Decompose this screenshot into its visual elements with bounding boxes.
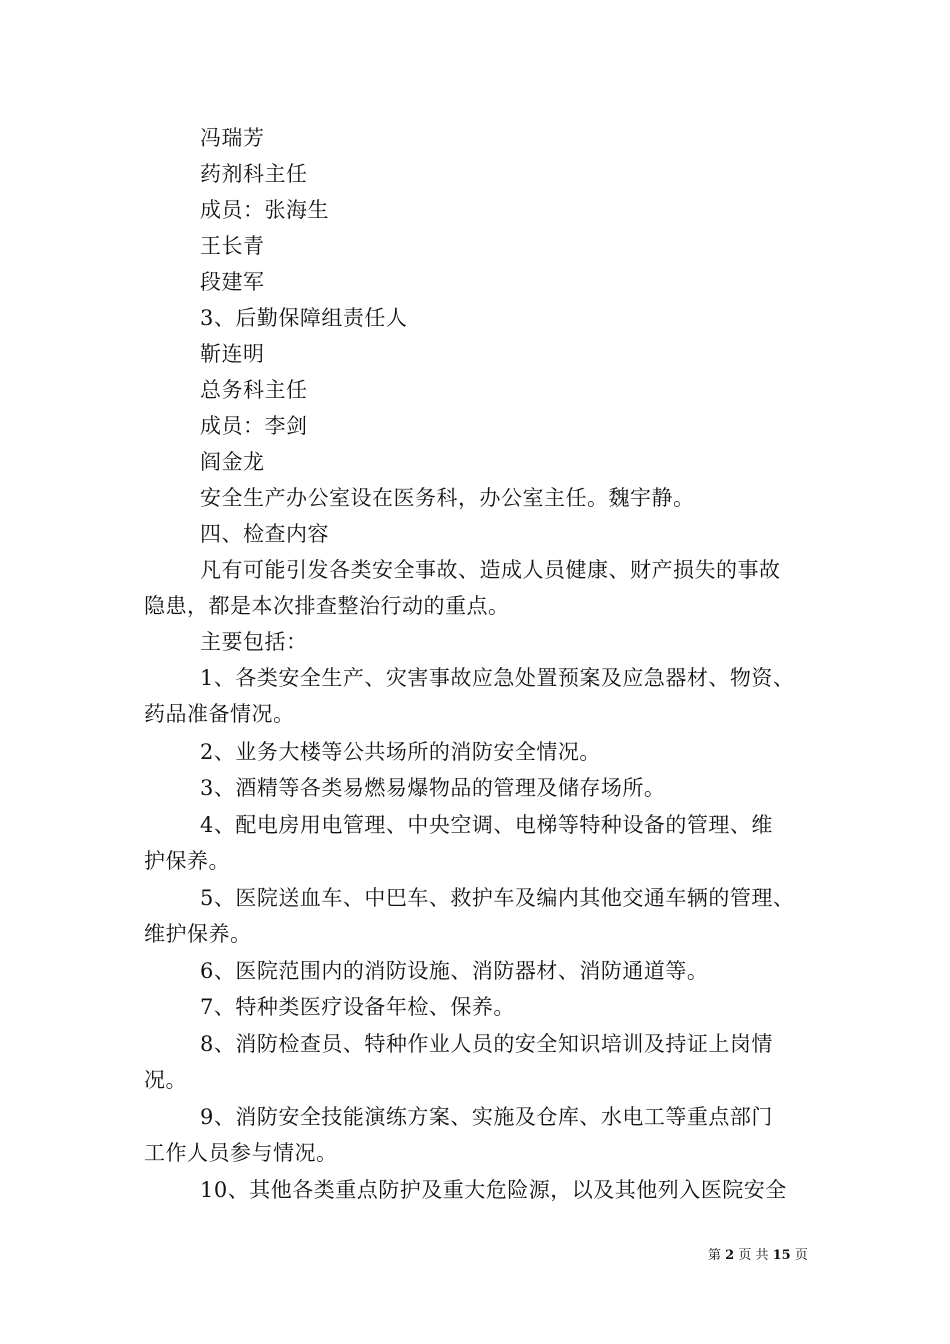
text-line: 段建军 [200, 270, 265, 294]
text-line: 总务科主任 [200, 378, 308, 402]
text-line: 靳连明 [200, 342, 265, 366]
list-item-line: 药品准备情况。 [144, 702, 295, 726]
list-item-line: 9、消防安全技能演练方案、实施及仓库、水电工等重点部门 [200, 1105, 773, 1129]
list-item-line: 2、业务大楼等公共场所的消防安全情况。 [200, 740, 601, 764]
paragraph-line: 隐患，都是本次排查整治行动的重点。 [144, 594, 510, 618]
list-item-line: 况。 [144, 1068, 187, 1092]
footer-prefix: 第 [708, 1248, 722, 1263]
list-item-line: 护保养。 [144, 849, 230, 873]
text-line: 成员：张海生 [200, 198, 329, 222]
section-heading: 四、检查内容 [200, 522, 329, 546]
footer-suffix: 页 [794, 1248, 808, 1263]
paragraph-line: 主要包括： [200, 630, 308, 654]
total-page-number: 15 [772, 1248, 791, 1263]
list-item-line: 1、各类安全生产、灾害事故应急处置预案及应急器材、物资、 [200, 666, 795, 690]
text-line: 冯瑞芳 [200, 126, 265, 150]
list-item-line: 4、配电房用电管理、中央空调、电梯等特种设备的管理、维 [200, 813, 773, 837]
list-item-line: 7、特种类医疗设备年检、保养。 [200, 995, 515, 1019]
list-item-line: 维护保养。 [144, 922, 252, 946]
paragraph-line: 凡有可能引发各类安全事故、造成人员健康、财产损失的事故 [200, 558, 781, 582]
page-number-footer [708, 1247, 808, 1265]
list-item-line: 工作人员参与情况。 [144, 1141, 338, 1165]
list-item-line: 10、其他各类重点防护及重大危险源，以及其他列入医院安全 [200, 1178, 787, 1202]
footer-middle: 页 共 [738, 1248, 769, 1263]
section-heading: 3、后勤保障组责任人 [200, 306, 408, 330]
text-line: 药剂科主任 [200, 162, 308, 186]
list-item-line: 5、医院送血车、中巴车、救护车及编内其他交通车辆的管理、 [200, 886, 795, 910]
text-line: 安全生产办公室设在医务科，办公室主任。魏宇静。 [200, 486, 695, 510]
text-line: 阎金龙 [200, 450, 265, 474]
list-item-line: 6、医院范围内的消防设施、消防器材、消防通道等。 [200, 959, 709, 983]
list-item-line: 3、酒精等各类易燃易爆物品的管理及储存场所。 [200, 776, 666, 800]
text-line: 成员：李剑 [200, 414, 308, 438]
list-item-line: 8、消防检查员、特种作业人员的安全知识培训及持证上岗情 [200, 1032, 773, 1056]
current-page-number: 2 [725, 1248, 735, 1263]
text-line: 王长青 [200, 234, 265, 258]
